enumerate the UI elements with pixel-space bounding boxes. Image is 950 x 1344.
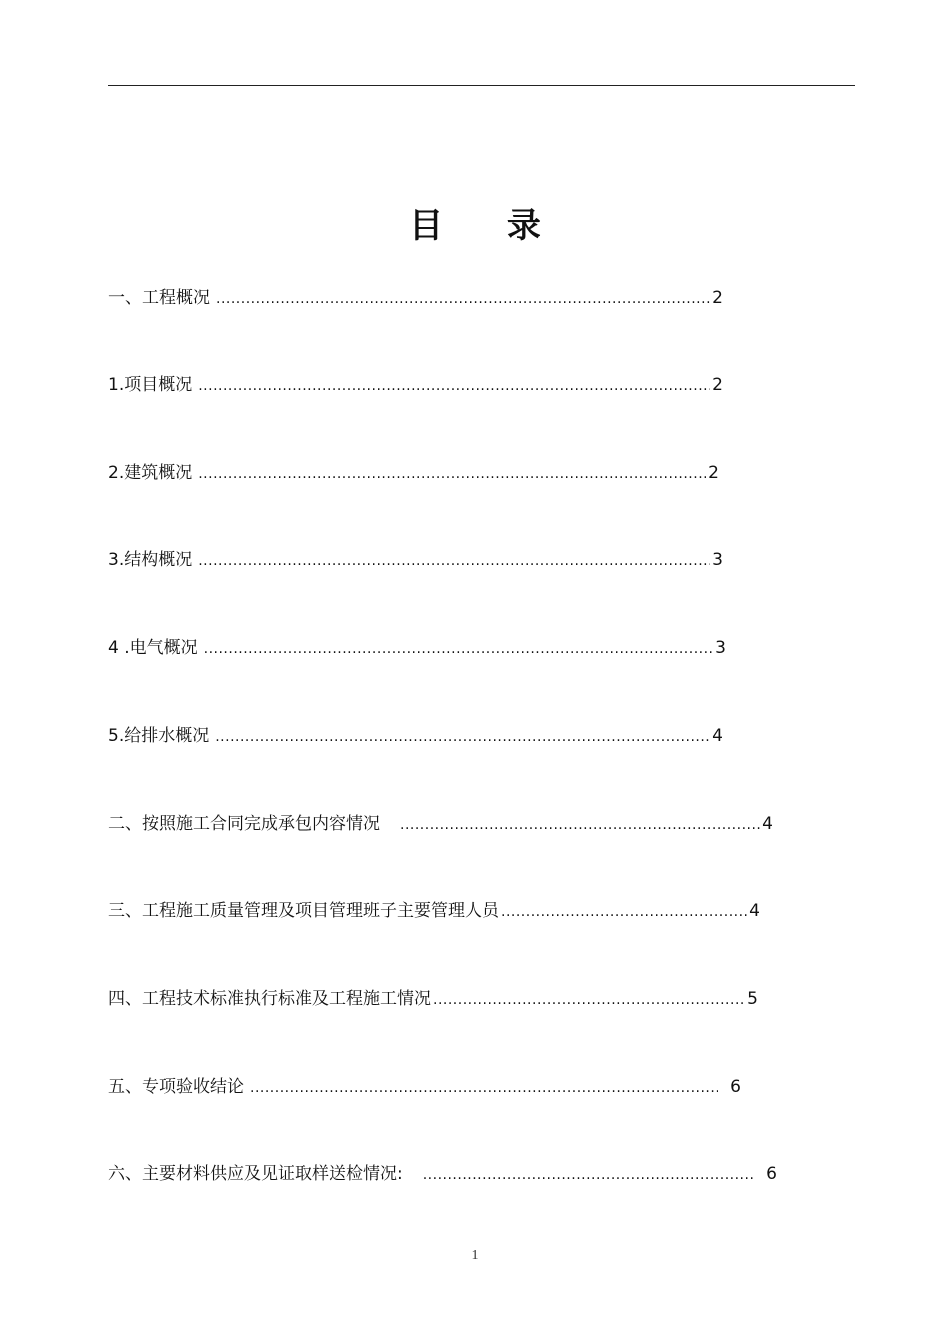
toc-entry-page: 3	[715, 638, 726, 658]
toc-entry-label: 一、工程概况	[108, 288, 210, 308]
toc-entry-label: 4 .电气概况	[108, 638, 198, 658]
toc-entry-page: 2	[708, 463, 719, 483]
toc-entry-materials[interactable]	[108, 1162, 777, 1187]
toc-entry-label: 3.结构概况	[108, 550, 193, 570]
toc-entry-acceptance[interactable]	[108, 1075, 741, 1100]
toc-entry-label: 三、工程施工质量管理及项目管理班子主要管理人员	[108, 901, 499, 921]
toc-entry-building[interactable]	[108, 461, 719, 486]
toc-entry-overview[interactable]	[108, 286, 723, 311]
toc-entry-page: 2	[712, 375, 723, 395]
toc-leader-dots	[216, 287, 710, 311]
toc-entry-page: 6	[766, 1164, 777, 1184]
toc-leader-dots	[198, 462, 706, 486]
toc-entry-label: 四、工程技术标准执行标准及工程施工情况	[108, 989, 431, 1009]
toc-entry-structure[interactable]	[108, 548, 723, 573]
toc-leader-dots	[501, 900, 747, 924]
toc-entry-page: 5	[747, 989, 758, 1009]
toc-entry-page: 6	[730, 1077, 741, 1097]
toc-entry-plumbing[interactable]	[108, 724, 723, 749]
toc-leader-dots	[423, 1163, 754, 1187]
toc-entry-management[interactable]	[108, 899, 760, 924]
page-number: 1	[471, 1248, 479, 1263]
toc-entry-standards[interactable]	[108, 987, 758, 1012]
toc-entry-label: 1.项目概况	[108, 375, 193, 395]
toc-entry-project[interactable]	[108, 373, 723, 398]
toc-entry-electrical[interactable]	[108, 636, 726, 661]
toc-entry-label: 2.建筑概况	[108, 463, 193, 483]
toc-entry-page: 4	[749, 901, 760, 921]
toc-entry-contract[interactable]	[108, 812, 773, 837]
toc-leader-dots	[204, 637, 714, 661]
toc-entry-page: 4	[762, 814, 773, 834]
toc-leader-dots	[400, 813, 760, 837]
toc-entry-label: 五、专项验收结论	[108, 1077, 244, 1097]
table-of-contents	[108, 0, 828, 1344]
toc-leader-dots	[433, 988, 745, 1012]
toc-leader-dots	[250, 1076, 718, 1100]
toc-leader-dots	[198, 549, 710, 573]
toc-entry-page: 4	[712, 726, 723, 746]
page-title: 目 录	[409, 206, 567, 246]
toc-leader-dots	[198, 374, 710, 398]
toc-leader-dots	[215, 725, 710, 749]
toc-entry-label: 六、主要材料供应及见证取样送检情况:	[108, 1164, 403, 1184]
toc-entry-label: 5.给排水概况	[108, 726, 210, 746]
toc-entry-label: 二、按照施工合同完成承包内容情况	[108, 814, 380, 834]
toc-entry-page: 3	[712, 550, 723, 570]
toc-entry-page: 2	[712, 288, 723, 308]
